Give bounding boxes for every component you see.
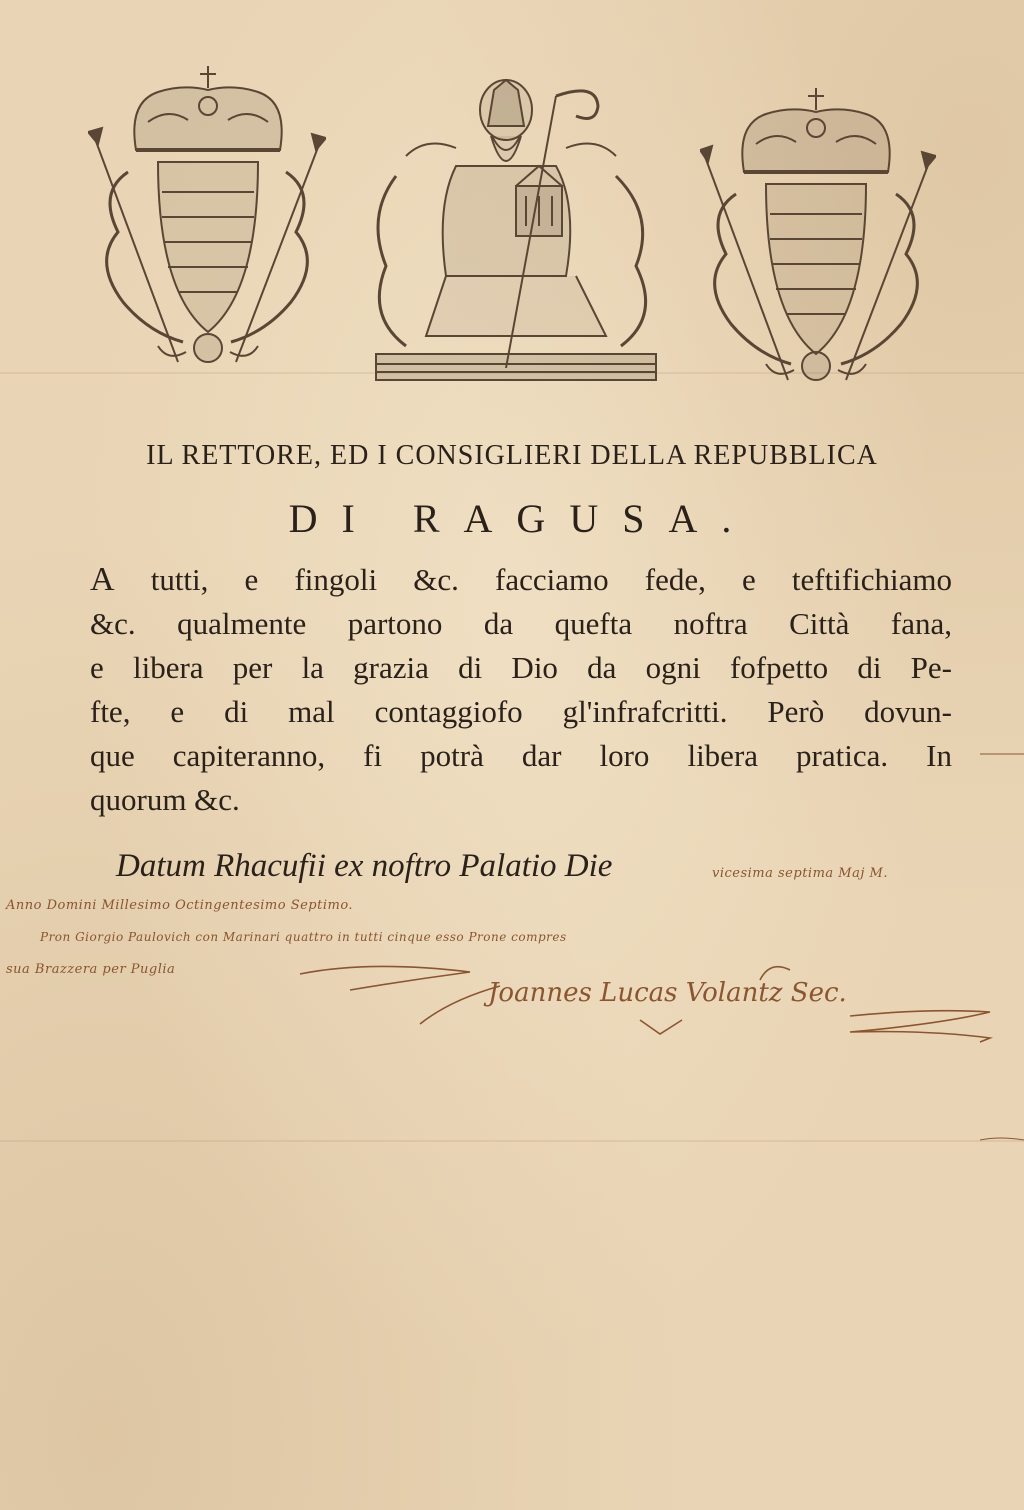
datum-line: Datum Rhacufii ex noftro Palatio Die [116,848,613,884]
handwritten-year: Anno Domini Millesimo Octingentesimo Septimo. [6,898,354,913]
handwritten-crew: Pron Giorgio Paulovich con Marinari quattro in tutti cinque esso Prone compres [40,930,567,944]
signature-flourish-icon [290,950,1010,1050]
right-coat-of-arms-icon [700,84,936,398]
paper-fold [0,1140,1024,1142]
handwritten-date: vicesima septima Maj M. [712,866,888,881]
body-line: que capiteranno, fi potrà dar loro libera pratica. In [90,738,952,773]
body-line: &c. qualmente partono da quefta noftra Città fana, [90,606,952,641]
margin-mark-icon [980,744,1024,764]
body-line: quorum &c. [90,782,240,817]
handwritten-vessel: sua Brazzera per Puglia [6,962,176,977]
initial-letter: A [90,561,115,598]
certificate-body [90,558,952,822]
body-line [90,558,952,602]
body-line: e libera per la grazia di Dio da ogni fofpetto di Pe- [90,650,952,685]
left-coat-of-arms-icon [88,62,326,380]
heading-subtitle: DI RAGUSA. [288,496,756,541]
handwritten-signature: Joannes Lucas Volantz Sec. [488,978,847,1008]
body-line-text: tutti, e fingoli &c. facciamo fede, e teftifichiamo [114,562,952,597]
heading-title: IL RETTORE, ED I CONSIGLIERI DELLA REPUBBLICA [146,440,878,471]
margin-mark-icon [980,1130,1024,1150]
saint-blaise-enthroned-icon [366,76,664,388]
body-line: fte, e di mal contaggiofo gl'infrafcritti. Però dovun- [90,694,952,729]
